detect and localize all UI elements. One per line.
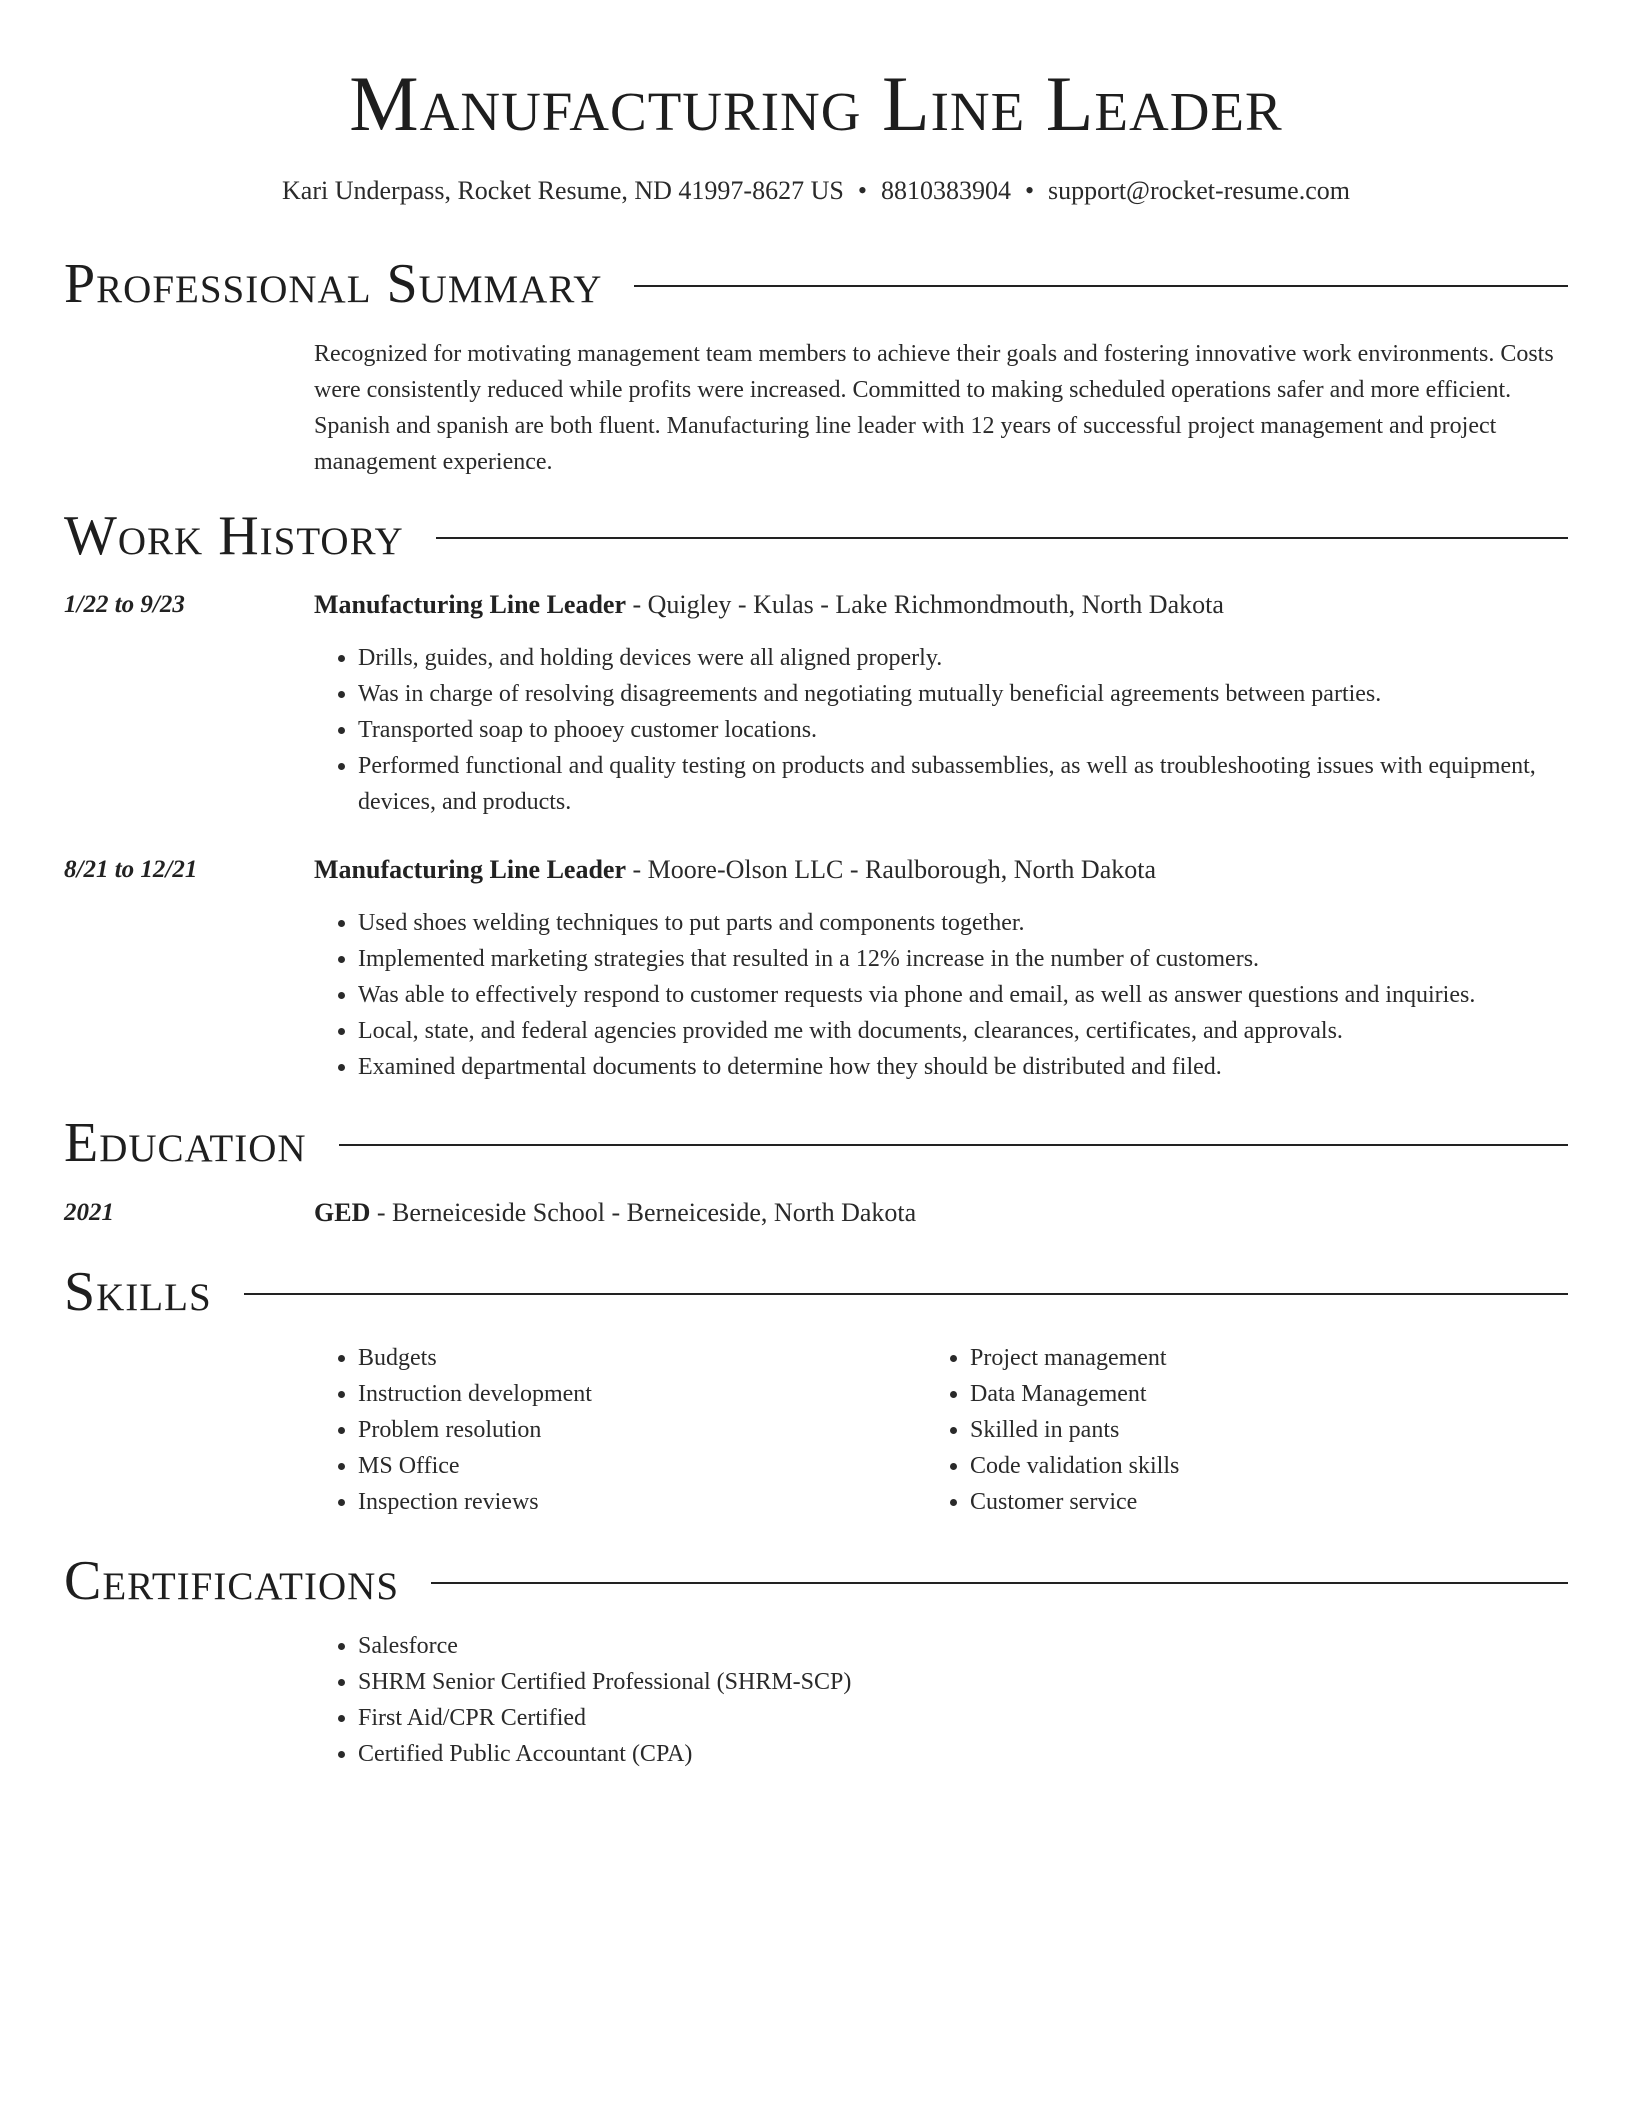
education-degree: GED: [314, 1198, 371, 1227]
section-divider: [244, 1293, 1568, 1295]
skill-item: • Inspection reviews: [358, 1484, 1570, 1520]
section-header-certifications: [64, 1551, 1568, 1611]
job-title: Manufacturing Line Leader: [314, 855, 626, 884]
section-divider: [339, 1144, 1568, 1146]
job-dates: 1/22 to 9/23: [64, 591, 185, 618]
job-heading: [314, 853, 1570, 887]
job-heading: [314, 588, 1570, 622]
section-divider: [634, 285, 1568, 287]
education-line: [314, 1196, 1570, 1230]
contact-separator: •: [857, 176, 867, 205]
job-employer-location: - Moore-Olson LLC - Raulborough, North Dakota: [626, 855, 1157, 884]
contact-line: [0, 174, 1632, 208]
skill-item: • Problem resolution: [358, 1412, 1570, 1448]
list-item: • Was in charge of resolving disagreements and negotiating mutually beneficial agreements between parties.: [358, 676, 1570, 712]
job-dates: 8/21 to 12/21: [64, 856, 198, 883]
skill-item: • Budgets: [358, 1340, 1570, 1376]
certification-item: • First Aid/CPR Certified: [358, 1700, 1570, 1736]
skill-item: • Code validation skills: [970, 1448, 1632, 1484]
section-title-education: Education: [64, 1112, 307, 1174]
job-bullets: [314, 905, 1570, 1085]
list-item: • Used shoes welding techniques to put parts and components together.: [358, 905, 1570, 941]
section-header-work: [64, 506, 1568, 566]
skills-list-right: [926, 1340, 1632, 1520]
list-item: • Implemented marketing strategies that resulted in a 12% increase in the number of customers.: [358, 941, 1570, 977]
skill-item: • Project management: [970, 1340, 1632, 1376]
list-item: • Examined departmental documents to determine how they should be distributed and filed.: [358, 1049, 1570, 1085]
section-title-summary: Professional Summary: [64, 253, 603, 315]
section-header-summary: [64, 254, 1568, 314]
contact-email: support@rocket-resume.com: [1048, 176, 1350, 205]
job-bullets: [314, 640, 1570, 820]
certification-item: • SHRM Senior Certified Professional (SHRM-SCP): [358, 1664, 1570, 1700]
job-title: Manufacturing Line Leader: [314, 590, 626, 619]
contact-separator: •: [1024, 176, 1035, 205]
certification-item: • Certified Public Accountant (CPA): [358, 1736, 1570, 1772]
education-year: 2021: [64, 1199, 114, 1226]
certification-item: • Salesforce: [358, 1628, 1570, 1664]
contact-phone: 8810383904: [880, 176, 1011, 205]
skill-item: • Data Management: [970, 1376, 1632, 1412]
list-item: • Performed functional and quality testing on products and subassemblies, as well as troubleshooting issues with equipment, devices, and products.: [358, 748, 1570, 820]
section-divider: [431, 1582, 1568, 1584]
skill-item: • Skilled in pants: [970, 1412, 1632, 1448]
list-item: • Transported soap to phooey customer locations.: [358, 712, 1570, 748]
list-item: • Was able to effectively respond to customer requests via phone and email, as well as answer questions and inquiries.: [358, 977, 1570, 1013]
job-employer-location: - Quigley - Kulas - Lake Richmondmouth, North Dakota: [626, 590, 1224, 619]
section-title-skills: Skills: [64, 1261, 212, 1323]
section-title-certifications: Certifications: [64, 1550, 400, 1612]
certifications-list: [314, 1628, 1570, 1772]
summary-text: Recognized for motivating management team members to achieve their goals and fostering innovative work environments. Costs were consistently reduced while profits were increased. Committed to making scheduled operations safer and more efficient. Spanish and spanish are both fluent. Manufacturing line leader with 12 years of successful project management and project management experience.: [314, 341, 1554, 475]
list-item: • Local, state, and federal agencies provided me with documents, clearances, certificates, and approvals.: [358, 1013, 1570, 1049]
section-header-skills: [64, 1262, 1568, 1322]
section-header-education: [64, 1113, 1568, 1173]
skill-item: • Customer service: [970, 1484, 1632, 1520]
list-item: • Drills, guides, and holding devices were all aligned properly.: [358, 640, 1570, 676]
contact-address: Kari Underpass, Rocket Resume, ND 41997-8627 US: [282, 176, 844, 205]
skill-item: • Instruction development: [358, 1376, 1570, 1412]
section-title-work: Work History: [64, 505, 404, 567]
resume-name: Manufacturing Line Leader: [349, 60, 1283, 147]
skill-item: • MS Office: [358, 1448, 1570, 1484]
section-divider: [436, 537, 1568, 539]
education-school-location: - Berneiceside School - Berneiceside, North Dakota: [370, 1198, 917, 1227]
